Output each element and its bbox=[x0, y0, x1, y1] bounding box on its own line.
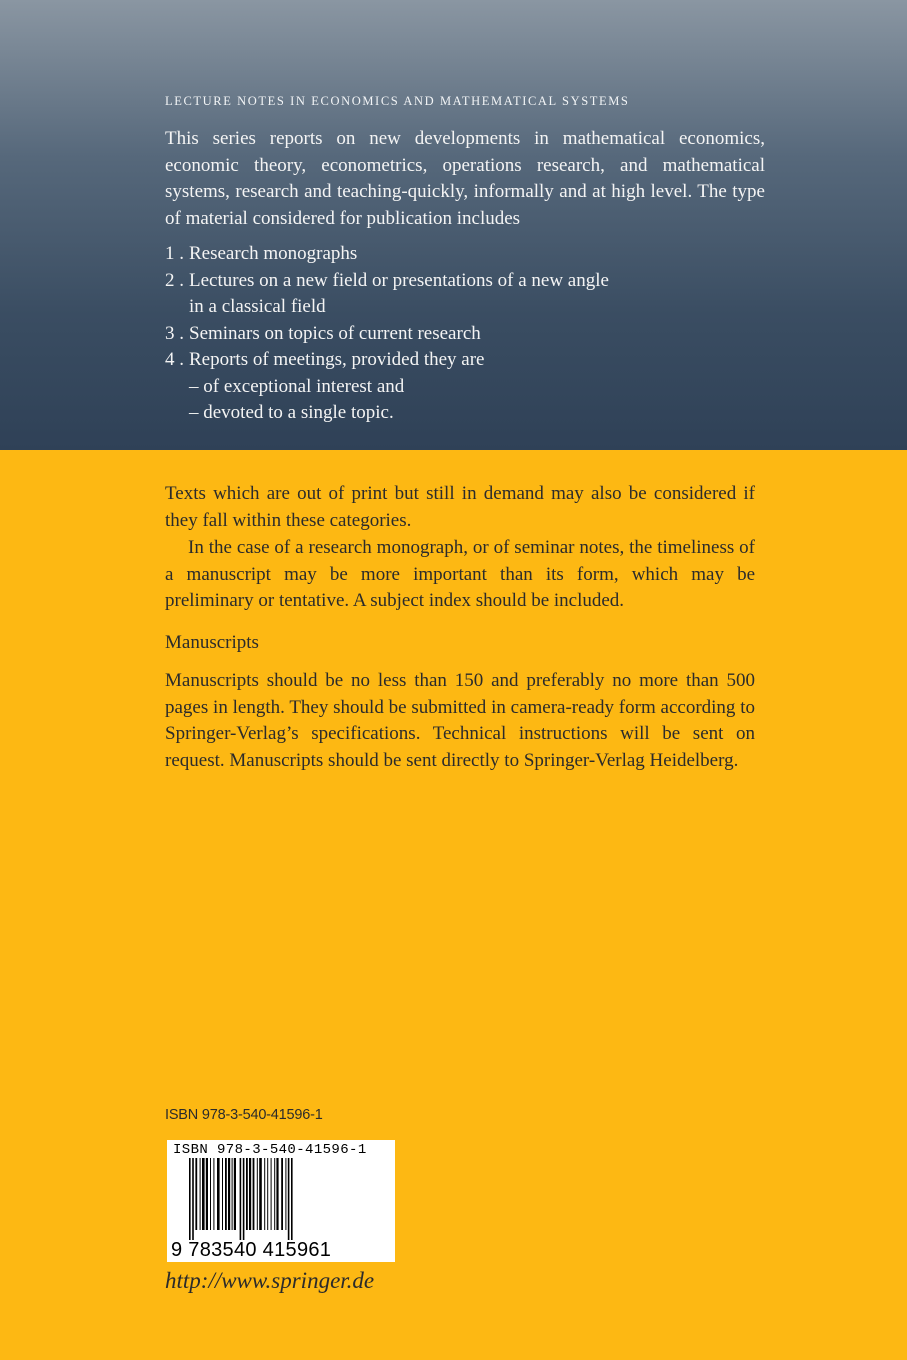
barcode-bar bbox=[264, 1158, 265, 1230]
publication-type-list bbox=[165, 241, 765, 427]
barcode-bar bbox=[234, 1158, 236, 1230]
list-item bbox=[165, 347, 765, 374]
barcode-bar bbox=[222, 1158, 223, 1230]
barcode-bar bbox=[243, 1158, 245, 1240]
barcode-bar bbox=[246, 1158, 248, 1230]
barcode-bar bbox=[206, 1158, 208, 1230]
list-number: 1 . bbox=[165, 243, 184, 264]
barcode-bar bbox=[217, 1158, 220, 1230]
barcode-isbn-label: ISBN 978-3-540-41596-1 bbox=[173, 1142, 367, 1158]
paragraph-out-of-print: Texts which are out of print but still in demand may also be considered if they fall within these categories. bbox=[165, 483, 755, 531]
barcode-bar bbox=[240, 1158, 242, 1240]
barcode-bar bbox=[210, 1158, 211, 1230]
barcode-bar bbox=[257, 1158, 258, 1230]
barcode-bar bbox=[192, 1158, 194, 1240]
barcode-bar bbox=[202, 1158, 205, 1230]
barcode-bar bbox=[253, 1158, 255, 1230]
barcode-bar bbox=[276, 1158, 278, 1230]
barcode-bar bbox=[259, 1158, 262, 1230]
barcode-bar bbox=[195, 1158, 197, 1230]
list-number: 4 . bbox=[165, 349, 184, 370]
list-text: – of exceptional interest and bbox=[189, 375, 405, 397]
barcode-digits: 9 783540 415961 bbox=[171, 1239, 332, 1261]
barcode-bar bbox=[228, 1158, 230, 1230]
barcode-bar bbox=[281, 1158, 283, 1230]
barcode-bar bbox=[274, 1158, 275, 1230]
manuscripts-heading: Manuscripts bbox=[165, 632, 259, 653]
isbn-text: ISBN 978-3-540-41596-1 bbox=[165, 1107, 323, 1123]
barcode-bar bbox=[285, 1158, 286, 1230]
paragraph-manuscripts: Manuscripts should be no less than 150 and preferably no more than 500 pages in length. They should be submitted in camera-ready form according to Springer-Verlag’s specifications. Technical instructions will be sent on request. Manuscripts should be sent directly to Springer-Verlag Heidelberg. bbox=[165, 670, 755, 771]
list-text: – devoted to a single topic. bbox=[189, 402, 394, 423]
barcode bbox=[167, 1140, 395, 1262]
list-text: Lectures on a new field or presentations of a new angle bbox=[189, 269, 609, 291]
barcode-bar bbox=[232, 1158, 233, 1230]
barcode-bar bbox=[213, 1158, 214, 1230]
barcode-bar bbox=[291, 1158, 293, 1240]
list-text: in a classical field bbox=[189, 296, 326, 317]
list-number bbox=[165, 400, 189, 427]
intro-paragraph: This series reports on new developments in mathematical economics, economic theory, econometrics, operations research, and mathematical systems, research and teaching-quickly, informally and at high level. The type of material considered for publication includes bbox=[165, 128, 765, 229]
paragraph-timeliness: In the case of a research monograph, or of seminar notes, the timeliness of a manuscript may be more important than its form, which may be preliminary or tentative. A subject index should be included. bbox=[165, 537, 755, 611]
barcode-bar bbox=[267, 1158, 268, 1230]
barcode-bar bbox=[249, 1158, 251, 1230]
barcode-bar bbox=[288, 1158, 290, 1240]
barcode-bar bbox=[271, 1158, 272, 1230]
list-item bbox=[165, 400, 765, 427]
barcode-bars bbox=[167, 1158, 395, 1240]
list-number bbox=[165, 374, 189, 401]
list-item bbox=[165, 241, 765, 268]
series-title: LECTURE NOTES IN ECONOMICS AND MATHEMATICAL SYSTEMS bbox=[165, 94, 630, 108]
list-number: 2 . bbox=[165, 269, 184, 291]
list-item bbox=[165, 294, 765, 321]
list-item bbox=[165, 374, 765, 401]
list-item bbox=[165, 321, 765, 348]
list-text: Research monographs bbox=[189, 243, 358, 264]
barcode-bar bbox=[189, 1158, 191, 1240]
list-number bbox=[165, 294, 189, 321]
list-text: Seminars on topics of current research bbox=[189, 322, 481, 344]
barcode-bar bbox=[225, 1158, 227, 1230]
list-number: 3 . bbox=[165, 322, 184, 344]
list-text: Reports of meetings, provided they are bbox=[189, 349, 485, 370]
barcode-bar bbox=[200, 1158, 201, 1230]
list-item bbox=[165, 268, 765, 295]
publisher-url: http://www.springer.de bbox=[165, 1268, 375, 1293]
